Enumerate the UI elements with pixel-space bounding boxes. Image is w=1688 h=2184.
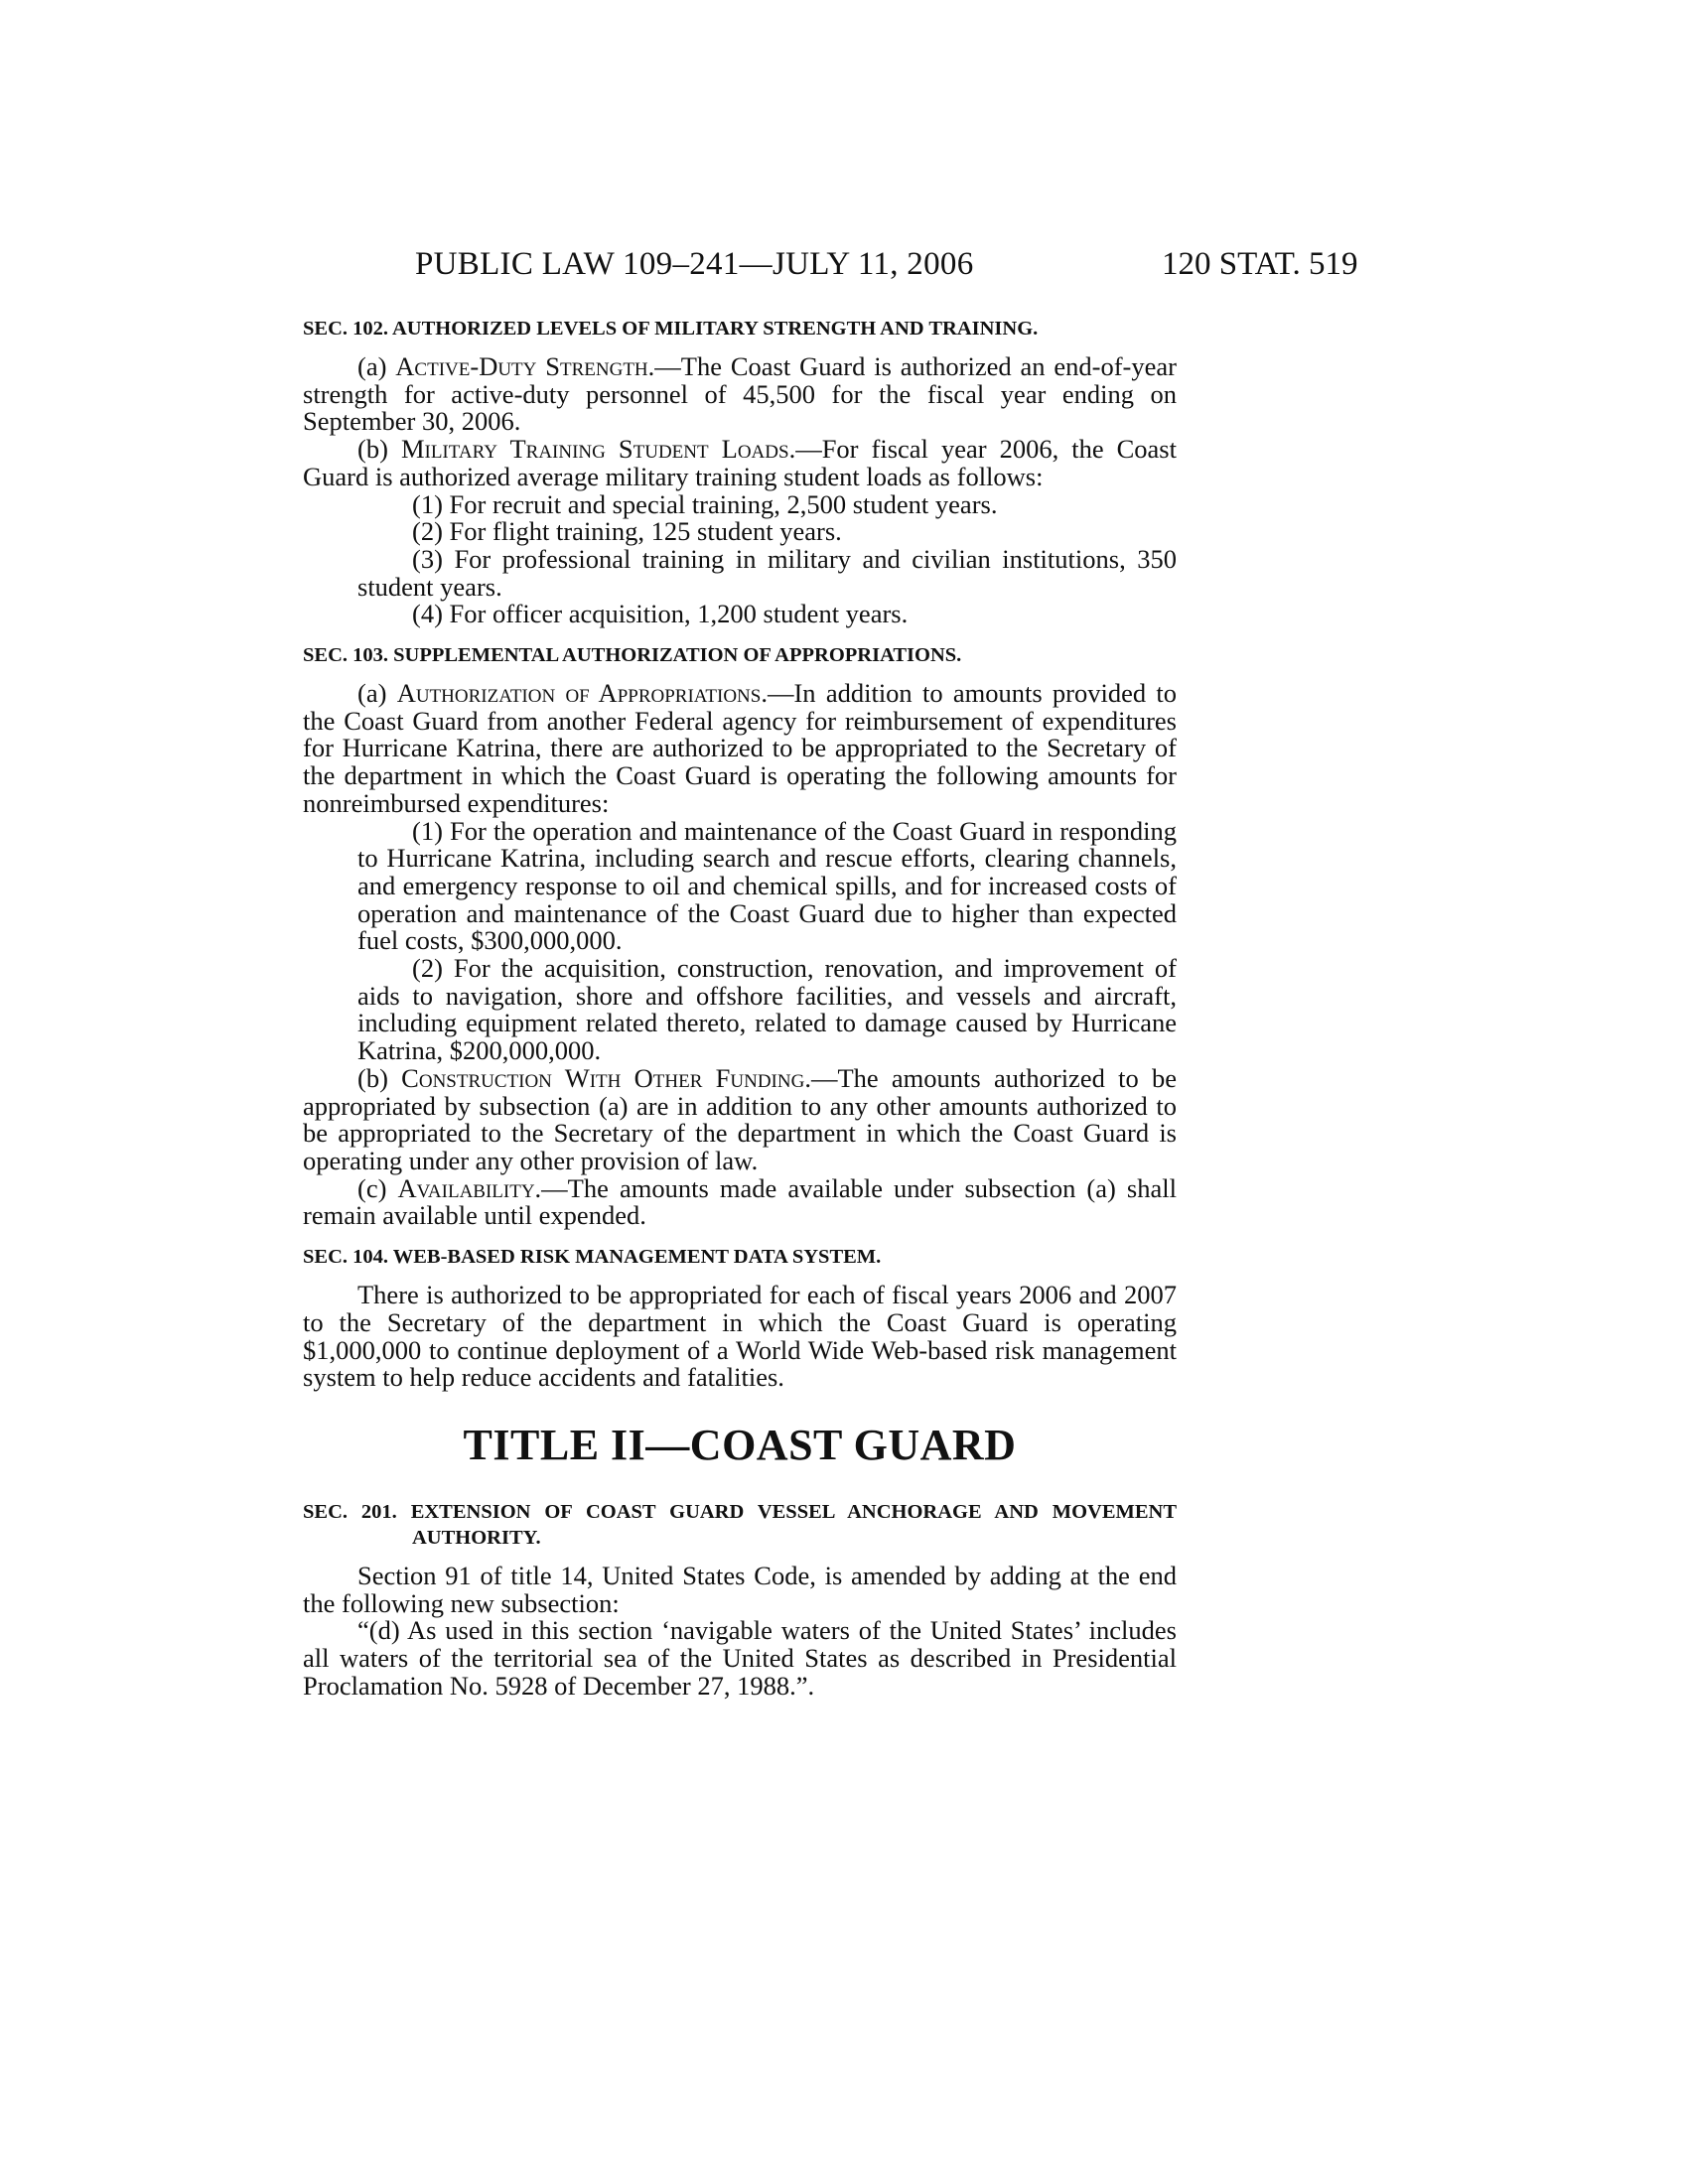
sec-103-a: (a) Authorization of Appropriations.—In addition to amounts provided to the Coast Guard from another Federal agency for reimbursement of expenditures for Hurricane Katrina, there are authorized to be appropriated to the Secretary of the department in which the Coast Guard is operating the following amounts for nonreimbursed expenditures: — [303, 678, 1177, 818]
sec-102-item-1: (1) For recruit and special training, 2,500 student years. — [412, 488, 998, 519]
sec-102-b: (b) Military Training Student Loads.—For fiscal year 2006, the Coast Guard is authorized average military training student loads as follows: — [303, 434, 1177, 491]
sec-103-item-1: (1) For the operation and maintenance of the Coast Guard in responding to Hurricane Katrina, including search and rescue efforts, clearing channels, and emergency response to oil and chemical spills, and for increased costs of operation and maintenance of the Coast Guard due to higher than expected fuel costs, $300,000,000. — [357, 815, 1177, 956]
sec-102-a: (a) Active-Duty Strength.—The Coast Guard is authorized an end-of-year strength for active-duty personnel of 45,500 for the fiscal year ending on September 30, 2006. — [303, 351, 1177, 437]
sec-103-item-2: (2) For the acquisition, construction, renovation, and improvement of aids to navigation, shore and offshore facilities, and vessels and aircraft, including equipment related thereto, related to damage caused by Hurricane Katrina, $200,000,000. — [357, 953, 1177, 1066]
running-head: PUBLIC LAW 109–241—JULY 11, 2006 — [415, 246, 974, 282]
sec-102-item-3: (3) For professional training in military and civilian institutions, 350 student years. — [357, 543, 1177, 602]
sec-102-item-4: (4) For officer acquisition, 1,200 student years. — [412, 599, 909, 629]
page-stat-number: 120 STAT. 519 — [1162, 246, 1358, 282]
sec-102-heading: SEC. 102. AUTHORIZED LEVELS OF MILITARY STRENGTH AND TRAINING. — [303, 318, 1039, 340]
page-body — [303, 316, 1177, 1700]
sec-103-c: (c) Availability.—The amounts made available under subsection (a) shall remain available until expended. — [303, 1172, 1177, 1231]
sec-104-heading: SEC. 104. WEB-BASED RISK MANAGEMENT DATA SYSTEM. — [303, 1246, 882, 1269]
sec-201-quote: “(d) As used in this section ‘navigable waters of the United States’ includes all waters of the territorial sea of the United States as described in Presidential Proclamation No. 5928 of December 27, 1988.”. — [303, 1615, 1177, 1701]
sec-104-text: There is authorized to be appropriated for each of fiscal years 2006 and 2007 to the Secretary of the department in which the Coast Guard is operating $1,000,000 to continue deployment of a World Wide Web-based risk management system to help reduce accidents and fatalities. — [303, 1280, 1177, 1393]
sec-102-item-2: (2) For flight training, 125 student years. — [412, 516, 842, 547]
sec-103-b: (b) Construction With Other Funding.—The amounts authorized to be appropriated by subsection (a) are in addition to any other amounts authorized to be appropriated to the Secretary of the department in which the Coast Guard is operating under any other provision of law. — [303, 1062, 1177, 1175]
sec-201-text: Section 91 of title 14, United States Code, is amended by adding at the end the following new subsection: — [303, 1560, 1177, 1618]
sec-103-heading: SEC. 103. SUPPLEMENTAL AUTHORIZATION OF APPROPRIATIONS. — [303, 644, 962, 667]
sec-201-heading: SEC. 201. EXTENSION OF COAST GUARD VESSEL ANCHORAGE AND MOVEMENT AUTHORITY. — [303, 1500, 1177, 1549]
title-ii-heading: TITLE II—COAST GUARD — [463, 1420, 1017, 1469]
